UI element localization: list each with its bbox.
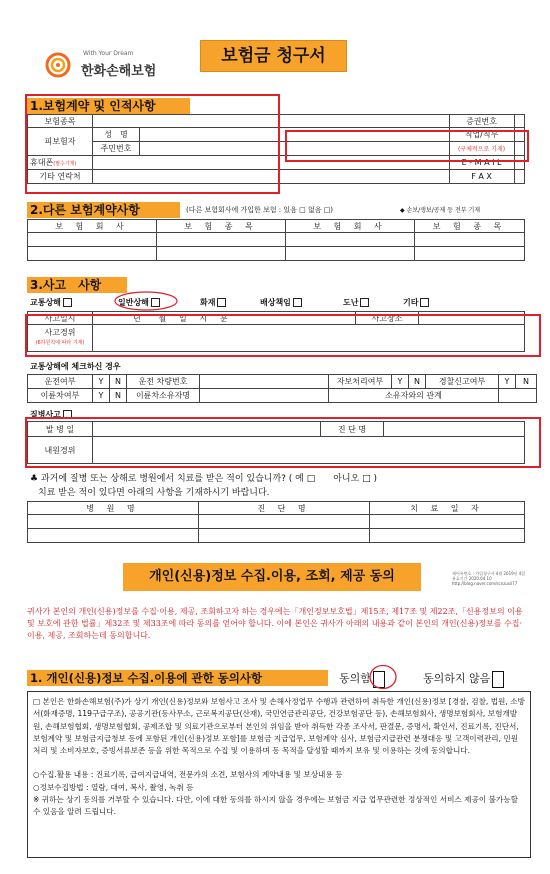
driving-vehicle-value[interactable]: [200, 375, 329, 389]
table-cell[interactable]: [286, 247, 415, 261]
highlight-box-personal: [25, 94, 280, 194]
consent-notice: 귀사가 본인의 개인(신용)정보를 수집·이용, 제공, 조회하고자 하는 경우에는「개인정보보호법」제15조, 제17조 및 제22조,「신용정보의 이용 및 보호에 관한 법률」제32조 및 제33조에 따라 동의를 얻어야 합니다. 이에 본인은 귀사가 아래의 내용과 같이 본인의 개인(신용)정보를 수집·이용, 제공, 조회하는데 동의합니다.: [27, 607, 523, 640]
circle-mark-icon: [368, 664, 398, 690]
table-cell[interactable]: [199, 529, 370, 543]
table-cell[interactable]: [157, 233, 286, 247]
highlight-box-accident: [25, 314, 541, 357]
col-insurer-1: 보 험 회 사: [28, 220, 157, 233]
logo-name: 한화손해보험: [81, 64, 157, 79]
consent-item-2: ○정보수집방법 : 열람, 대여, 복사, 촬영, 녹취 등: [33, 782, 194, 792]
fax-value[interactable]: [514, 170, 524, 184]
hospital-instruction: 치료 받은 적이 있다면 아래의 사항을 기재하시기 바랍니다.: [38, 488, 270, 498]
consent-item-3: ※ 귀하는 상기 동의를 거부할 수 있습니다. 다만, 이에 대한 동의를 하시지 않을 경우에는 보험금 지급 업무관련한 정상적인 서비스 제공이 불가능할 수 있음을 알려 드립니다.: [33, 795, 518, 817]
diagnosis-label: 진 단 명: [321, 422, 384, 437]
circle-mark-icon: [113, 290, 179, 312]
hanwha-logo-icon: [45, 52, 71, 78]
driving-label: 운전여부: [28, 375, 93, 389]
accident-type-row: [30, 297, 525, 307]
job-note: (구체적으로 기재): [449, 142, 514, 156]
checkbox[interactable]: [293, 298, 302, 307]
type-other[interactable]: 기타: [403, 297, 429, 308]
table-cell[interactable]: [370, 529, 525, 543]
col-type-1: 보 험 종 목: [157, 220, 286, 233]
table-cell[interactable]: [28, 515, 199, 529]
company-logo: [45, 48, 185, 80]
other-contact-label: 기타 연락처: [28, 170, 93, 184]
owner-relation-label: 소유자와의 관계: [329, 389, 499, 403]
job-label: 직업/직무: [449, 128, 514, 142]
self-handling-label: 자보처리여부: [329, 375, 392, 389]
consent-item-1: ○수집.활용 내용 : 진료기록, 급여지급내역, 전문가의 소견, 보험사의 계약내용 및 보상내용 등: [33, 770, 343, 780]
checkbox[interactable]: [360, 298, 369, 307]
type-traffic[interactable]: 교통상해: [30, 297, 72, 308]
table-cell[interactable]: [286, 233, 415, 247]
type-fire[interactable]: 화재: [200, 297, 226, 308]
police-report-label: 경찰신고여부: [426, 375, 499, 389]
other-insurance-note: (다른 보험회사에 가입한 보험 : 있음 □ 없음 □): [186, 206, 334, 214]
two-wheel-no[interactable]: N: [110, 389, 127, 403]
highlight-box-job: [285, 130, 529, 162]
checkbox[interactable]: [217, 298, 226, 307]
type-theft[interactable]: 도난: [343, 297, 369, 308]
two-wheel-owner-value[interactable]: [200, 389, 329, 403]
self-handling-yes[interactable]: Y: [392, 375, 409, 389]
other-insurance-table: [27, 219, 525, 261]
police-report-yes[interactable]: Y: [499, 375, 516, 389]
onset-date-label: 발 병 일: [28, 422, 93, 437]
two-wheel-label: 이륜차여부: [28, 389, 93, 403]
table-cell[interactable]: [28, 529, 199, 543]
traffic-title: 교통상해에 체크하신 경우: [30, 362, 121, 371]
section-2-title: 2.다른 보험계약사항: [27, 202, 180, 218]
insured-label: 피보험자: [28, 128, 93, 156]
type-general[interactable]: 일반상해: [118, 297, 160, 308]
table-cell[interactable]: [28, 247, 157, 261]
consent-body: □ 본인은 한화손해보험(주)가 상기 개인(신용)정보와 보험사고 조사 및 손해사정업무 수행과 관련하여 취득한 개인(신용)정보 [경찰, 검찰, 법원, 소방서(화재증명, 119구급구조), 공공기관(동사무소, 근로복지공단(산재), 국민연금관리공단, 건강보험공단 등), 손해보험회사, 생명보험회사, 보험개발원, 손해보험협회, 생명보험협회, 공제조합 및 의료기관으로부터 본인의 위임을 받아 취득한 각종 조사서, 판결문, 증명서, 확인서, 진료기록, 진단서, 보험계약 및 보험금지급청보 등에 포함된 개인(신용)정보 포함]를 보험금 지급업무, 보험계약 심사, 보험금지급관련 분쟁대응 및 고객이력관리, 민원처리 및 소비자보호, 증빙서류보존 등을 위한 목적으로 수집 및 이용하며 동 목적을 달성할 때까지 보유 및 이용하는 것에 동의합니다.: [33, 697, 525, 756]
col-hospital: 병 원 명: [28, 502, 199, 515]
traffic-table: [27, 374, 537, 403]
disease-title: 질병사고: [30, 410, 72, 419]
disease-detail-label: 내원경위: [28, 437, 93, 464]
two-wheel-yes[interactable]: Y: [93, 389, 110, 403]
fax-label: F A X: [449, 170, 514, 184]
mobile-label: 휴대폰(필수기재): [28, 156, 93, 170]
name-label: 성 명: [93, 128, 140, 142]
table-cell[interactable]: [415, 233, 525, 247]
col-diagnosis: 진 단 명: [199, 502, 370, 515]
col-treatment-date: 치 료 일 자: [370, 502, 525, 515]
col-type-2: 보 험 종 목: [415, 220, 525, 233]
owner-relation-value[interactable]: [499, 389, 537, 403]
accident-date-label: 사고일시: [28, 312, 93, 325]
consent-subtitle: 1. 개인(신용)정보 수집.이용에 관한 동의사항: [27, 670, 328, 686]
checkbox[interactable]: [63, 298, 72, 307]
driving-vehicle-label: 운전 차량번호: [127, 375, 200, 389]
section-3-title: 3.사고 사항: [27, 277, 127, 293]
table-cell[interactable]: [28, 233, 157, 247]
driving-no[interactable]: N: [110, 375, 127, 389]
insurance-type-label: 보험종목: [28, 115, 93, 128]
self-handling-no[interactable]: N: [409, 375, 426, 389]
table-cell[interactable]: [415, 247, 525, 261]
table-cell[interactable]: [370, 515, 525, 529]
logo-tagline: With Your Dream: [83, 50, 134, 57]
table-cell[interactable]: [157, 247, 286, 261]
id-no-label: 주민번호: [93, 142, 140, 156]
accident-detail-label: 사고경위 (6하원칙에 따라 기재): [28, 325, 93, 352]
other-insurance-note-2: ◆ 손보/생보/공제 등 전부 기재: [400, 207, 481, 214]
type-liability[interactable]: 배상책임: [260, 297, 302, 308]
consent-side-notes: 제어록번호 : 가입청구서 4월 2019년 4일 유효기간 2020.04.10 http://blog.naver.com/scnzusil77: [452, 571, 526, 586]
highlight-box-disease: [25, 417, 541, 468]
email-label: E - M A I L: [449, 156, 514, 170]
consent-title: 개인(신용)정보 수집.이용, 조회, 제공 동의: [123, 563, 421, 591]
accident-place-label: 사고장소: [356, 312, 419, 325]
agree-option[interactable]: 동의함: [339, 670, 385, 688]
policy-no-value[interactable]: [514, 115, 524, 128]
hospital-table: [27, 501, 525, 543]
driving-yes[interactable]: Y: [93, 375, 110, 389]
page-title: 보험금 청구서: [200, 40, 347, 72]
two-wheel-owner-label: 이륜차소유자명: [127, 389, 200, 403]
table-cell[interactable]: [199, 515, 370, 529]
checkbox[interactable]: [420, 298, 429, 307]
disagree-option[interactable]: 동의하지 않음: [423, 670, 504, 688]
police-report-no[interactable]: N: [516, 375, 537, 389]
hospital-question: ♣ 과거에 질병 또는 상해로 병원에서 치료를 받은 적이 있습니까? ( 예 □ 아니오 □ ): [30, 474, 378, 484]
accident-date-value[interactable]: 년 월 일 시 분: [93, 312, 356, 325]
consent-body-box: [27, 691, 531, 858]
col-insurer-2: 보 험 회 사: [286, 220, 415, 233]
policy-no-label: 증권번호: [449, 115, 514, 128]
section-1-title: 1.보험계약 및 인적사항: [27, 98, 190, 114]
